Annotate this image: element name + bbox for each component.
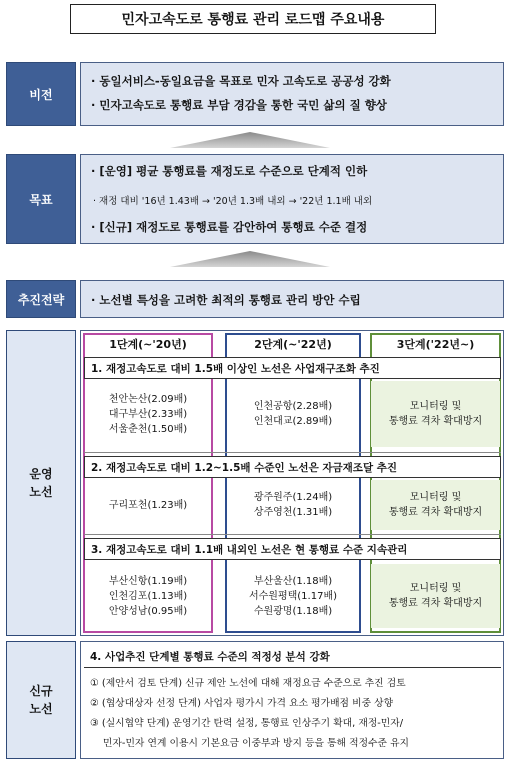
vision-line-1: · 동일서비스-동일요금을 목표로 민자 고속도로 공공성 강화 — [91, 74, 391, 88]
stage3-header: 3단계('22년~) — [396, 338, 475, 351]
strategy-text: · 노선별 특성을 고려한 최적의 통행료 관리 방안 수립 — [91, 293, 361, 307]
group2-stage2-routes — [226, 480, 360, 530]
goal-line-3: · [신규] 재정도로 통행료를 감안하여 통행료 수준 결정 — [91, 220, 368, 234]
goal-line-2: · 재정 대비 '16년 1.43배 → '20년 1.3배 내외 → '22년 1.1배 내외 — [93, 196, 373, 207]
divider — [84, 534, 501, 535]
stage1-header: 1단계(~'20년) — [109, 338, 187, 351]
goal-label: 목표 — [6, 154, 76, 244]
strategy-box — [80, 280, 504, 318]
group1-stage3-note — [371, 381, 500, 447]
new-routes-item-1: ① (제안서 검토 단계) 신규 제안 노선에 대해 재정요금 수준으로 추진 검토 — [90, 678, 406, 689]
route-item: 구리포천(1.23배) — [108, 499, 188, 511]
route-item: 서수원평택(1.17배) — [248, 590, 338, 602]
route-item: 안양성남(0.95배) — [108, 605, 188, 617]
goal-line-1: · [운영] 평균 통행료를 재정도로 수준으로 단계적 인하 — [91, 164, 368, 178]
note-line: 통행료 격차 확대방지 — [388, 507, 483, 518]
page-title: 민자고속도로 통행료 관리 로드맵 주요내용 — [70, 4, 436, 34]
route-item: 수원광명(1.18배) — [253, 605, 333, 617]
new-routes-item-3: ③ (실시협약 단계) 운영기간 탄력 설정, 통행료 인상주기 확대, 재정-민자/ — [90, 718, 404, 729]
route-item: 인천김포(1.13배) — [108, 590, 188, 602]
route-item: 광주원주(1.24배) — [253, 492, 333, 503]
new-routes-item-2: ② (협상대상자 선정 단계) 사업자 평가시 가격 요소 평가배점 비중 상향 — [90, 698, 394, 709]
new-routes-heading: 4. 사업추진 단계별 통행료 수준의 적정성 분석 강화 — [84, 646, 501, 668]
vision-box — [80, 62, 504, 126]
group3-heading: 3. 재정고속도로 대비 1.1배 내외인 노선은 현 통행료 수준 지속관리 — [84, 538, 501, 560]
route-item: 부산신항(1.19배) — [108, 575, 188, 587]
group2-heading: 2. 재정고속도로 대비 1.2~1.5배 수준인 노선은 자금재조달 추진 — [84, 456, 501, 478]
note-line: 통행료 격차 확대방지 — [388, 598, 483, 609]
group1-stage1-routes — [84, 381, 212, 447]
route-item: 인천대교(2.89배) — [253, 416, 333, 427]
note-line: 통행료 격차 확대방지 — [388, 416, 483, 427]
new-routes-item-3-cont: 민자-민자 연계 이용시 기본요금 이중부과 방지 등을 통해 적정수준 유지 — [103, 738, 410, 749]
route-item: 부산울산(1.18배) — [253, 575, 333, 587]
group1-stage2-routes — [226, 381, 360, 447]
up-arrow-icon — [170, 132, 330, 148]
route-item: 상주영천(1.31배) — [253, 507, 333, 518]
route-item: 천안논산(2.09배) — [108, 393, 188, 405]
stage2-header: 2단계(~'22년) — [254, 338, 332, 351]
group2-stage1-routes — [84, 480, 212, 530]
vision-line-2: · 민자고속도로 통행료 부담 경감을 통한 국민 삶의 질 향상 — [91, 98, 387, 112]
route-item: 인천공항(2.28배) — [253, 401, 333, 412]
new-routes-label: 신규 노선 — [6, 641, 76, 759]
note-line: 모니터링 및 — [409, 401, 462, 412]
goal-box — [80, 154, 504, 244]
vision-label: 비전 — [6, 62, 76, 126]
note-line: 모니터링 및 — [409, 492, 462, 503]
group3-stage3-note — [371, 564, 500, 628]
route-item: 서울춘천(1.50배) — [108, 423, 188, 435]
note-line: 모니터링 및 — [409, 583, 462, 594]
divider — [84, 452, 501, 453]
strategy-label: 추진전략 — [6, 280, 76, 318]
group3-stage2-routes — [226, 564, 360, 628]
group1-heading: 1. 재정고속도로 대비 1.5배 이상인 노선은 사업재구조화 추진 — [84, 357, 501, 379]
group2-stage3-note — [371, 480, 500, 530]
group3-stage1-routes — [84, 564, 212, 628]
operating-routes-label: 운영 노선 — [6, 330, 76, 636]
route-item: 대구부산(2.33배) — [108, 408, 188, 420]
up-arrow-icon — [170, 251, 330, 267]
